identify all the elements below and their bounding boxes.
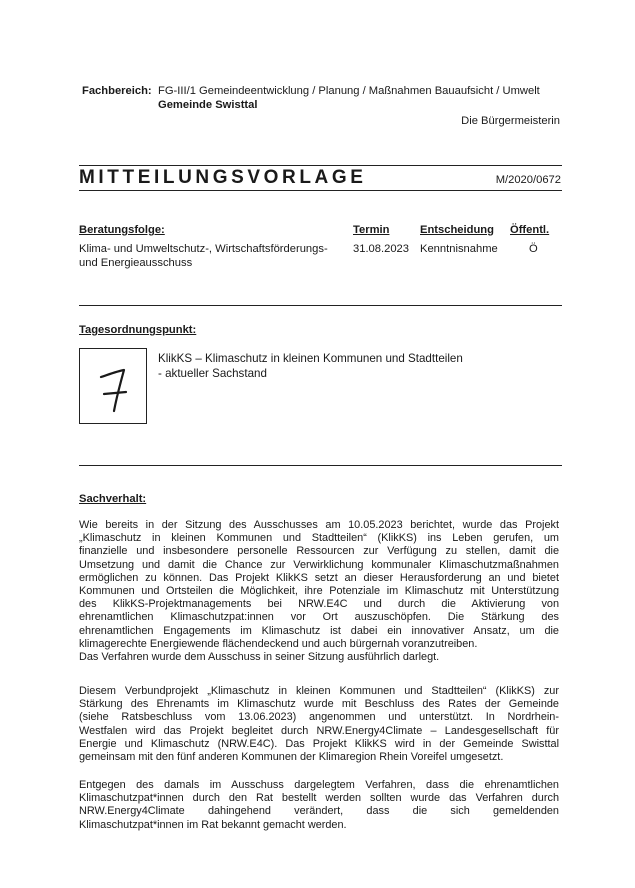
public-flag: Ö xyxy=(529,243,538,255)
agenda-label: Tagesordnungspunkt: xyxy=(79,324,197,336)
handwritten-number-7 xyxy=(80,349,146,423)
paragraph-line: Stärkung des Ehrenamts im Klimaschutz wurde mit Beschluss des Rates der Gemeinde xyxy=(79,698,559,711)
section-rule-2 xyxy=(79,465,562,466)
fachbereich-value: FG-III/1 Gemeindeentwicklung / Planung / Maßnahmen Bauaufsicht / Umwelt xyxy=(158,85,540,97)
sachverhalt-label: Sachverhalt: xyxy=(79,493,147,505)
paragraph-line: Das Verfahren wurde dem Ausschuss in seiner Sitzung ausführlich darlegt. xyxy=(79,651,440,664)
paragraph-line: Klimaschutzpat*innen im Rat bekannt gemacht werden. xyxy=(79,818,347,831)
municipality-name: Gemeinde Swisttal xyxy=(158,99,258,111)
paragraph-line: ehrenamtlichen Klimaschutzpat:innen vor Ort auszuschöpfen. Die Stärkung des xyxy=(79,611,559,624)
beratungsfolge-header: Beratungsfolge: xyxy=(79,224,165,236)
oeffentl-header: Öffentl. xyxy=(510,224,550,236)
fachbereich-label: Fachbereich: xyxy=(82,85,152,97)
meeting-date: 31.08.2023 xyxy=(353,243,409,255)
agenda-title-line2: - aktueller Sachstand xyxy=(158,367,267,380)
termin-header: Termin xyxy=(353,224,390,236)
paragraph-line: Kommunen und Ortsteilen die Möglichkeit, ihre Potenziale im Klimaschutz mit Unterstützung xyxy=(79,585,559,598)
title-top-rule xyxy=(79,165,562,166)
paragraph-line: Diesem Verbundprojekt „Klimaschutz in kleinen Kommunen und Stadtteilen“ (KlikKS) zur xyxy=(79,685,559,697)
agenda-title-line1: KlikKS – Klimaschutz in kleinen Kommunen und Stadtteilen xyxy=(158,352,463,365)
paragraph-line: NRW.Energy4Climate dahingehend verändert, dass die sich gemeldenden xyxy=(79,805,559,818)
paragraph-line: Entgegen des damals im Ausschuss dargelegtem Verfahren, dass die ehrenamtlichen xyxy=(79,779,559,791)
decision-type: Kenntnisnahme xyxy=(420,243,498,255)
title-bottom-rule xyxy=(79,190,562,191)
paragraph-line: Energie und Klimaschutz (NRW.E4C). Das Projekt KlikKS wird in der Gemeinde Swisttal xyxy=(79,737,559,750)
paragraph-2 xyxy=(79,685,559,764)
paragraph-1 xyxy=(79,519,559,664)
section-rule-1 xyxy=(79,305,562,306)
paragraph-line: des KlikKS-Projektmanagements bei NRW.E4C und durch die Aktivierung von xyxy=(79,598,559,611)
paragraph-line: (siehe Ratsbeschluss vom 13.06.2023) angenommen und unterstützt. In Nordrhein- xyxy=(79,711,559,724)
paragraph-line: klimagerechte Energiewende flächendeckend und auch bürgernah voranzutreiben. xyxy=(79,637,478,650)
paragraph-line: Klimaschutzpat*innen durch den Rat bestellt werden sollten wurde das Verfahren durch xyxy=(79,792,559,805)
paragraph-line: Umsetzung und damit die Chance zur Verwirklichung kommunaler Klimaschutzmaßnahmen xyxy=(79,558,559,571)
authority-name: Die Bürgermeisterin xyxy=(461,115,560,127)
paragraph-line: ermöglichen zu können. Das Projekt KlikKS setzt an dieser Herausforderung an und bietet xyxy=(79,571,559,584)
paragraph-line: Westfalen wird das Projekt begleitet durch NRW.Energy4Climate – Landesgesellschaft für xyxy=(79,724,559,737)
paragraph-3 xyxy=(79,779,559,832)
entscheidung-header: Entscheidung xyxy=(420,224,494,236)
document-type-title: MITTEILUNGSVORLAGE xyxy=(79,167,367,188)
paragraph-line: gemeinsam mit den fünf anderen Kommunen der Klimaregion Rhein Voreifel umgesetzt. xyxy=(79,751,504,764)
agenda-number-box xyxy=(79,348,147,424)
paragraph-line: Wie bereits in der Sitzung des Ausschusses am 10.05.2023 berichtet, wurde das Projekt xyxy=(79,519,559,531)
paragraph-line: finanzielle und insbesondere personelle Ressourcen zur Verfügung zu stellen, damit die xyxy=(79,545,559,558)
paragraph-line: ehrenamtlichen Engagements im Klimaschutz ist dabei ein innovativer Ansatz, um die xyxy=(79,624,559,637)
paragraph-line: „Klimaschutz in kleinen Kommunen und Stadtteilen“ (KlikKS) ins Leben gerufen, um xyxy=(79,532,559,545)
committee-name-line2: und Energieausschuss xyxy=(79,257,193,269)
document-number: M/2020/0672 xyxy=(495,174,561,186)
committee-name-line1: Klima- und Umweltschutz-, Wirtschaftsförderungs- xyxy=(79,243,328,255)
